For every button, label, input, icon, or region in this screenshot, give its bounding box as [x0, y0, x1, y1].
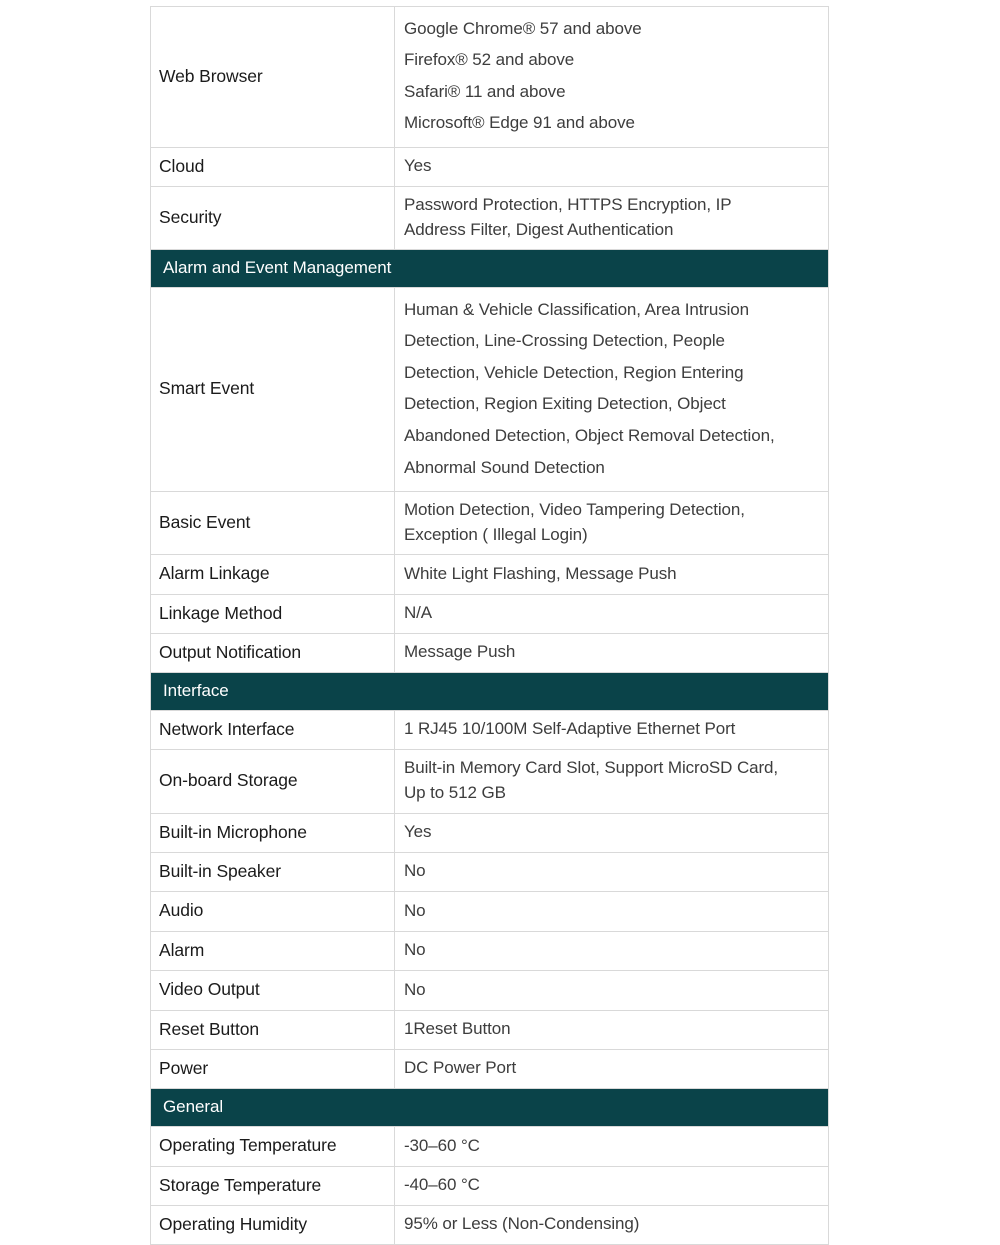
table-row [151, 594, 829, 633]
spec-label: Alarm [151, 931, 395, 970]
spec-value [395, 1049, 829, 1088]
table-row [151, 750, 829, 813]
section-header-row [151, 250, 829, 288]
spec-value-line: Yes [404, 155, 432, 175]
spec-value-line: Password Protection, HTTPS Encryption, IP [404, 194, 732, 214]
spec-value-line: N/A [404, 602, 433, 622]
spec-value [395, 1127, 829, 1166]
spec-label: Operating Temperature [151, 1127, 395, 1166]
spec-label: Smart Event [151, 288, 395, 492]
spec-value-line: Up to 512 GB [404, 783, 506, 803]
spec-value [395, 711, 829, 750]
table-row [151, 971, 829, 1010]
spec-label: Storage Temperature [151, 1166, 395, 1205]
table-row [151, 1166, 829, 1205]
table-row [151, 853, 829, 892]
table-row [151, 288, 829, 492]
spec-value [395, 1205, 829, 1244]
table-row [151, 633, 829, 672]
section-header-label: Interface [151, 673, 829, 711]
spec-value [395, 1166, 829, 1205]
spec-value-line: White Light Flashing, Message Push [404, 563, 677, 583]
spec-value [395, 971, 829, 1010]
table-row [151, 555, 829, 594]
spec-label: Cloud [151, 147, 395, 186]
table-row [151, 1127, 829, 1166]
spec-value-line: Yes [404, 822, 432, 842]
table-row [151, 892, 829, 931]
spec-value-line: No [404, 900, 426, 920]
spec-value-line: -40–60 °C [404, 1174, 480, 1194]
spec-value-line: Human & Vehicle Classification, Area Intrusion [404, 299, 750, 319]
spec-value [395, 147, 829, 186]
spec-value-line: Detection, Vehicle Detection, Region Entering [404, 362, 744, 382]
spec-label: Video Output [151, 971, 395, 1010]
spec-value [395, 7, 829, 148]
spec-label: Basic Event [151, 491, 395, 554]
spec-value [395, 853, 829, 892]
spec-value-line: Google Chrome® 57 and above [404, 18, 642, 38]
spec-label: Operating Humidity [151, 1205, 395, 1244]
spec-label: Audio [151, 892, 395, 931]
section-header-label: General [151, 1089, 829, 1127]
spec-value-line: Safari® 11 and above [404, 81, 566, 101]
spec-value [395, 813, 829, 852]
spec-value-line: Abnormal Sound Detection [404, 457, 605, 477]
spec-label: Web Browser [151, 7, 395, 148]
table-row [151, 1010, 829, 1049]
spec-label: Network Interface [151, 711, 395, 750]
table-row [151, 711, 829, 750]
spec-value-line: Detection, Region Exiting Detection, Object [404, 394, 726, 414]
spec-value-line: Exception ( Illegal Login) [404, 524, 588, 544]
spec-label: Security [151, 186, 395, 249]
spec-value [395, 633, 829, 672]
spec-value-line: No [404, 861, 426, 881]
specification-table-body [151, 7, 829, 1245]
table-row [151, 186, 829, 249]
spec-value [395, 555, 829, 594]
spec-label: Power [151, 1049, 395, 1088]
spec-value [395, 491, 829, 554]
spec-value-line: Built-in Memory Card Slot, Support MicroSD Card, [404, 758, 779, 778]
spec-label: Output Notification [151, 633, 395, 672]
spec-value-line: -30–60 °C [404, 1135, 480, 1155]
section-header-label: Alarm and Event Management [151, 250, 829, 288]
spec-value [395, 186, 829, 249]
spec-value-line: 1Reset Button [404, 1018, 511, 1038]
spec-value [395, 931, 829, 970]
table-row [151, 813, 829, 852]
spec-value [395, 288, 829, 492]
table-row [151, 1049, 829, 1088]
table-row [151, 491, 829, 554]
spec-label: Alarm Linkage [151, 555, 395, 594]
table-row [151, 147, 829, 186]
spec-value-line: Firefox® 52 and above [404, 50, 575, 70]
table-row [151, 7, 829, 148]
specification-sheet [150, 6, 829, 1245]
table-row [151, 931, 829, 970]
spec-label: On-board Storage [151, 750, 395, 813]
spec-value-line: No [404, 979, 426, 999]
spec-value [395, 594, 829, 633]
spec-value-line: DC Power Port [404, 1058, 517, 1078]
spec-value-line: No [404, 940, 426, 960]
spec-value [395, 892, 829, 931]
spec-value [395, 750, 829, 813]
spec-value-line: Detection, Line-Crossing Detection, People [404, 331, 725, 351]
section-header-row [151, 1089, 829, 1127]
section-header-row [151, 673, 829, 711]
spec-value-line: Microsoft® Edge 91 and above [404, 113, 635, 133]
spec-label: Built-in Speaker [151, 853, 395, 892]
specification-table [150, 6, 829, 1245]
spec-label: Linkage Method [151, 594, 395, 633]
spec-value-line: Abandoned Detection, Object Removal Detection, [404, 426, 775, 446]
spec-value-line: 95% or Less (Non-Condensing) [404, 1214, 640, 1234]
spec-value-line: Message Push [404, 642, 516, 662]
spec-value [395, 1010, 829, 1049]
spec-label: Reset Button [151, 1010, 395, 1049]
spec-label: Built-in Microphone [151, 813, 395, 852]
spec-value-line: Motion Detection, Video Tampering Detection, [404, 499, 745, 519]
spec-value-line: 1 RJ45 10/100M Self-Adaptive Ethernet Port [404, 719, 736, 739]
table-row [151, 1205, 829, 1244]
spec-value-line: Address Filter, Digest Authentication [404, 219, 674, 239]
